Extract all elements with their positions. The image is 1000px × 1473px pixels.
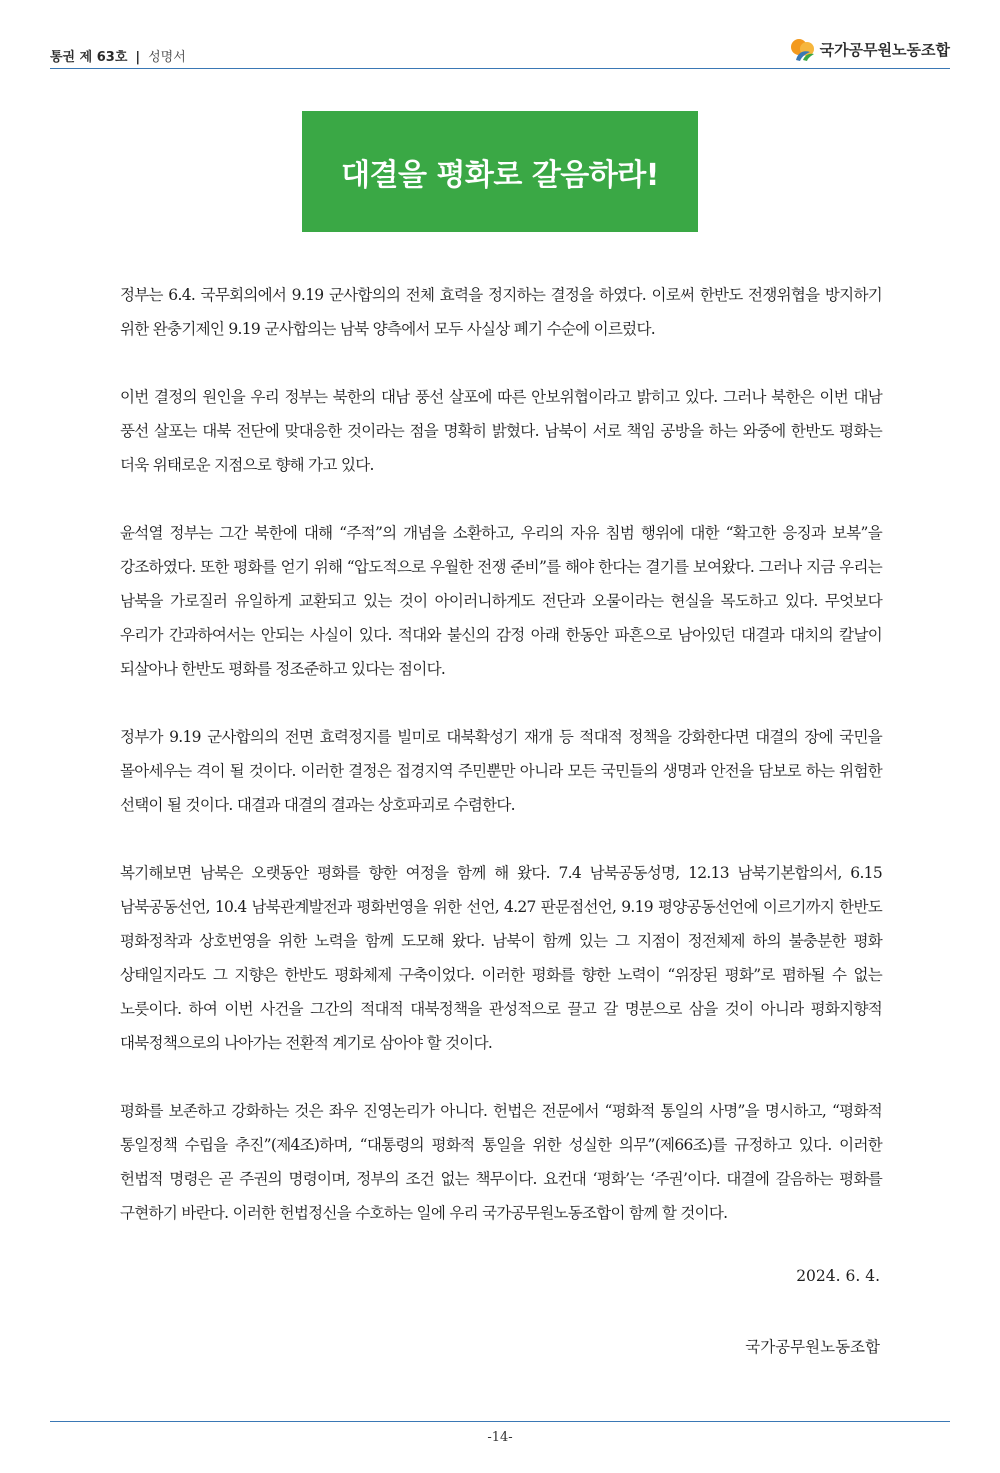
org-logo-text: 국가공무원노동조합 (819, 40, 950, 59)
union-logo-icon (790, 36, 816, 62)
page-number: -14- (487, 1430, 513, 1445)
section-label: 성명서 (148, 50, 186, 65)
statement-date: 2024. 6. 4. (796, 1267, 880, 1285)
statement-signature: 국가공무원노동조합 (745, 1338, 880, 1356)
page-title: 대결을 평화로 갈음하라! (341, 157, 659, 193)
page-header (50, 40, 950, 69)
paragraph: 정부가 9.19 군사합의의 전면 효력정지를 빌미로 대북확성기 재개 등 적대적 정책을 강화한다면 대결의 장에 국민을 몰아세우는 격이 될 것이다. 이러한 결정은 접경지역 주민뿐만 아니라 모든 국민들의 생명과 안전을 담보로 하는 위험한 선택이 될 것이다. 대결과 대결의 결과는 상호파괴로 수렴한다. (120, 728, 882, 814)
paragraph: 이번 결정의 원인을 우리 정부는 북한의 대남 풍선 살포에 따른 안보위협이라고 밝히고 있다. 그러나 북한은 이번 대남 풍선 살포는 대북 전단에 맞대응한 것이라는 점을 명확히 밝혔다. 남북이 서로 책임 공방을 하는 와중에 한반도 평화는 더욱 위태로운 지점으로 향해 가고 있다. (120, 388, 882, 474)
footer-divider (50, 1421, 950, 1422)
header-separator: | (135, 50, 141, 65)
paragraph: 평화를 보존하고 강화하는 것은 좌우 진영논리가 아니다. 헌법은 전문에서 “평화적 통일의 사명”을 명시하고, “평화적 통일정책 수립을 추진”(제4조)하며, “대통령의 평화적 통일을 위한 성실한 의무”(제66조)를 규정하고 있다. 이러한 헌법적 명령은 곧 주권의 명령이며, 정부의 조건 없는 책무이다. 요컨대 ‘평화’는 ‘주권’이다. 대결에 갈음하는 평화를 구현하기 바란다. 이러한 헌법정신을 수호하는 일에 우리 국가공무원노동조합이 함께 할 것이다. (120, 1102, 882, 1222)
org-logo (790, 34, 950, 64)
issue-number: 통권 제 63호 (50, 50, 128, 65)
paragraph: 정부는 6.4. 국무회의에서 9.19 군사합의의 전체 효력을 정지하는 결정을 하였다. 이로써 한반도 전쟁위협을 방지하기 위한 완충기제인 9.19 군사합의는 남북 양측에서 모두 사실상 폐기 수순에 이르렀다. (120, 286, 882, 338)
issue-info (50, 46, 186, 65)
paragraph: 윤석열 정부는 그간 북한에 대해 “주적”의 개념을 소환하고, 우리의 자유 침범 행위에 대한 “확고한 응징과 보복”을 강조하였다. 또한 평화를 얻기 위해 “압도적으로 우월한 전쟁 준비”를 해야 한다는 결기를 보여왔다. 그러나 지금 우리는 남북을 가로질러 유일하게 교환되고 있는 것이 아이러니하게도 전단과 오물이라는 현실을 목도하고 있다. 무엇보다 우리가 간과하여서는 안되는 사실이 있다. 적대와 불신의 감정 아래 한동안 파흔으로 남아있던 대결과 대치의 칼날이 되살아나 한반도 평화를 정조준하고 있다는 점이다. (120, 524, 882, 678)
statement-body (120, 278, 882, 1264)
paragraph: 복기해보면 남북은 오랫동안 평화를 향한 여정을 함께 해 왔다. 7.4 남북공동성명, 12.13 남북기본합의서, 6.15 남북공동선언, 10.4 남북관계발전과 평화번영을 위한 선언, 4.27 판문점선언, 9.19 평양공동선언에 이르기까지 한반도 평화정착과 상호번영을 위한 노력을 함께 도모해 왔다. 남북이 함께 있는 그 지점이 정전체제 하의 불충분한 평화 상태일지라도 그 지향은 한반도 평화체제 구축이었다. 이러한 평화를 향한 노력이 “위장된 평화”로 폄하될 수 없는 노릇이다. 하여 이번 사건을 그간의 적대적 대북정책을 관성적으로 끌고 갈 명분으로 삼을 것이 아니라 평화지향적 대북정책으로의 나아가는 전환적 계기로 삼아야 할 것이다. (120, 864, 882, 1052)
title-banner (302, 111, 698, 232)
